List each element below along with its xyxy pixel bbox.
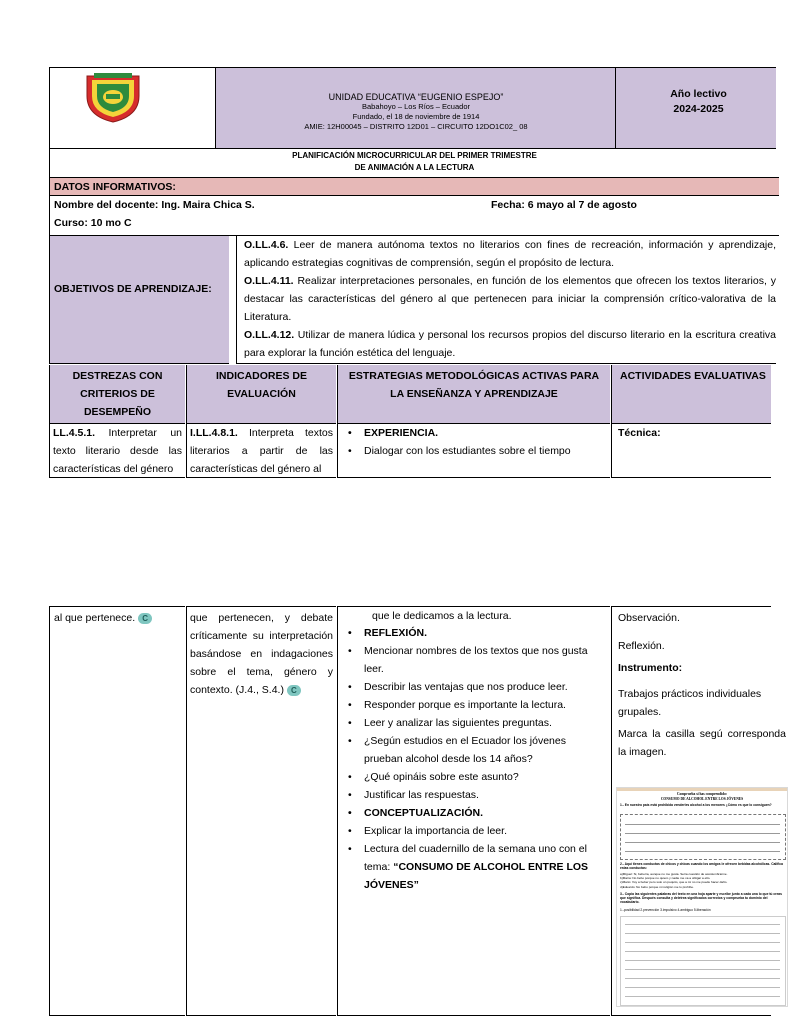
worksheet-q2-c: c)Mario: Voy a beber pero solo un poquito, que a mí no me puede hacer daño. [620,880,728,885]
strategy-experiencia: • EXPERIENCIA. [342,424,606,442]
worksheet-q1: 1.- En nuestro país está prohibida venderles alcohol a los menores ¿Cómo es que lo consiguen? [620,803,772,807]
strategy-item: • ¿Según estudios en el Ecuador los jóvenes prueban alcohol desde los 14 años? [342,732,606,768]
course: Curso: 10 mo C [49,214,779,236]
year-label: Año lectivo [670,88,727,100]
worksheet-q2-b: b)María: No bebo porque no quiero y nadie me va a obligar a ello. [620,876,711,881]
indicador-cell-p1: I.LL.4.8.1. Interpreta textos literarios a partir de las características del género al [186,424,336,478]
act-reflexion: Reflexión. [618,640,665,652]
school-location: Babahoyo – Los Ríos – Ecuador [362,102,470,111]
plan-title [49,148,779,178]
tecnica-label: Técnica: [611,424,771,478]
act-trabajos: Trabajos prácticos individuales grupales. [618,688,762,718]
strategy-item: • ¿Qué opináis sobre este asunto? [342,768,606,786]
year-value: 2024-2025 [673,103,724,115]
school-amie: AMIE: 12H00045 – DISTRITO 12D01 – CIRCUITO 12DO1C02_ 08 [304,122,528,131]
estrategias-cell-p2 [337,606,610,1016]
worksheet-lines-box [620,916,786,1006]
info-section-title: DATOS INFORMATIVOS: [49,178,779,196]
school-year-cell [615,67,776,149]
objectives-list [236,236,776,364]
strategy-item: • Justificar las respuestas. [342,786,606,804]
strategy-item: • CONCEPTUALIZACIÓN. [342,804,606,822]
worksheet-q2: 2.- Aquí tienes conductas de chicos y chicas cuando los amigos le ofrecen bebidas alcohólicas. Califica estas conductas: [620,862,783,871]
destreza-cell-p1: LL.4.5.1. Interpretar un texto literario desde las características del género [49,424,185,478]
header-indicadores: INDICADORES DE EVALUACIÓN [186,365,336,424]
info-teacher-row [49,196,780,214]
act-instrumento: Instrumento: [618,662,683,674]
objective-1: O.LL.4.6. Leer de manera autónoma textos no literarios con fines de recreación, información y aprendizaje, aplicando estrategias cognitivas de comprensión, según el propósito de lectura. [244,239,776,269]
actividades-cell-p2 [611,606,786,1016]
indicador-cell-p2 [186,606,336,1016]
destreza-continuation: al que pertenece. [54,612,136,624]
worksheet-thumbnail [616,787,788,1007]
worksheet-q2-d: d)Eduardo: No bebo porque mi religión me lo prohíbe. [620,884,694,889]
worksheet-title-2: CONSUMO DE ALCOHOL ENTRE LOS JÓVENES [660,796,744,801]
plan-title-line-1: PLANIFICACIÓN MICROCURRICULAR DEL PRIMER TRIMESTRE [292,151,537,160]
estrategias-cell-p1 [337,424,610,478]
header-destrezas: DESTREZAS CON CRITERIOS DE DESEMPEÑO [49,365,185,424]
worksheet-q2-a: a)Miguel: Si, bebería, aunque no me gusta. Sería cuestión de acostumbrarme. [620,872,728,876]
act-marca: Marca la casilla segú corresponda la imagen. [618,728,786,758]
strategy-item-lectura: • Lectura del cuadernillo de la semana uno con el tema: “CONSUMO DE ALCOHOL ENTRE LOS JÓVENES” [342,840,606,894]
strategy-item: • Responder porque es importante la lectura. [342,696,606,714]
objective-2: O.LL.4.11. Realizar interpretaciones personales, en función de los elementos que ofrecen los textos literarios, y destacar las características del género al que pertenecen para iniciar la comprensión crítico-valorativa de la Literatura. [244,275,776,323]
school-crest-icon [82,72,144,124]
plan-title-line-2: DE ANIMACIÓN A LA LECTURA [354,163,475,172]
comment-badge-icon[interactable]: C [287,685,301,696]
worksheet-q3: 3.- Copia las siguientes palabras del texto en una hoja aparte y escribe junto a cada una lo que tú creas que significa. Después consulta y deletrea significados correctos y comprueba tu dominio del vocabulario. [620,892,782,905]
comment-badge-icon[interactable]: C [138,613,152,624]
strategy-lead: que le dedicamos a la lectura. [372,610,512,622]
act-observacion: Observación. [618,612,680,624]
worksheet-title-1: Comprueba si has comprendido: [676,792,728,796]
worksheet-answer-box [620,814,786,860]
strategy-item: • Explicar la importancia de leer. [342,822,606,840]
strategy-item: • Mencionar nombres de los textos que nos gusta leer. [342,642,606,678]
school-founded: Fundado, el 18 de noviembre de 1914 [352,112,480,121]
objectives-label: OBJETIVOS DE APRENDIZAJE: [49,236,229,364]
teacher-name: Nombre del docente: Ing. Maira Chica S. [54,199,255,211]
header-actividades: ACTIVIDADES EVALUATIVAS [611,365,771,424]
strategy-item: • REFLEXIÓN. [342,624,606,642]
indicador-continuation: que pertenecen, y debate críticamente su interpretación basándose en indagaciones sobre el tema, género y contexto. (J.4., S.4.) [190,612,333,696]
strategy-item: • Leer y analizar las siguientes preguntas. [342,714,606,732]
school-header [215,67,616,149]
strategy-item: • Describir las ventajas que nos produce leer. [342,678,606,696]
worksheet-q3-words: 1.-posibilidad 2.prevención 3.impulsivo 4.ambiguo 5.liberación [620,908,711,912]
plan-date: Fecha: 6 mayo al 7 de agosto [491,199,637,211]
logo-cell [49,67,216,149]
header-estrategias: ESTRATEGIAS METODOLÓGICAS ACTIVAS PARA LA ENSEÑANZA Y APRENDIZAJE [337,365,610,424]
destreza-cell-p2 [49,606,185,1016]
strategy-dialogar: • Dialogar con los estudiantes sobre el tiempo [342,442,606,460]
objective-3: O.LL.4.12. Utilizar de manera lúdica y personal los recursos propios del discurso literario en la escritura creativa para explorar la función estética del lenguaje. [244,329,776,359]
school-name: UNIDAD EDUCATIVA “EUGENIO ESPEJO” [328,92,504,102]
